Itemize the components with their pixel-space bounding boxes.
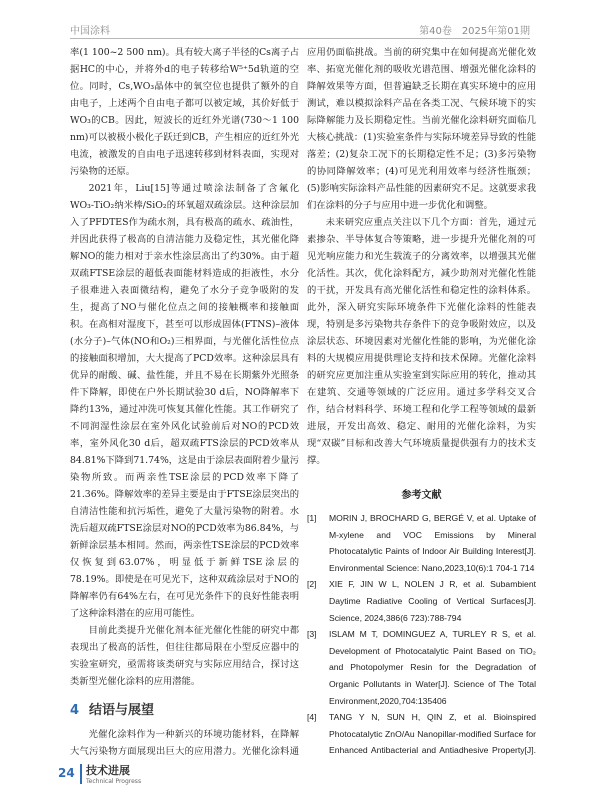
magazine-section: 技术进展: [86, 764, 130, 777]
reference-text: ISLAM M T, DOMINGUEZ A, TURLEY R S, et al. Development of Photocatalytic Paint Based on TiO₂ and Photopolymer Resin for the Degradation of Organic Pollutants in Water[J]. Science of The Total Environment,2020,704:135406: [329, 629, 536, 706]
paragraph: 目前此类提升光催化剂本征光催化性能的研究中都表现出了极高的活性，但往往都局限在小型反应器中的实验室研究，亟需将该类研究与实际应用结合，探讨这类新型光催化涂料的应用潜能。: [70, 625, 299, 687]
reference-text: XIE F, JIN W L, NOLEN J R, et al. Subambient Daytime Radiative Cooling of Vertical Surfaces[J]. Science, 2024,386(6 723):788-794: [329, 579, 536, 623]
page-number: 24: [58, 766, 75, 780]
references-title: 参考文献: [401, 490, 442, 501]
page-footer: [58, 760, 258, 800]
reference-index: [2]: [307, 579, 317, 590]
paragraph: 率(1 100~2 500 nm)。具有较大离子半径的Cs离子占据HC的中心，并将外d的电子转移给W⁵⁺5d轨道的空位。同时，Cs,WO₃晶体中的氧空位也提供了额外的自由电子，上述两个自由电子都可以被定域，其价好低于WO₃的CB。因此，短波长的近红外光谱(730～1 100 nm)可以被极小极化子跃迁到CB，产生相应的近红外光电流，被激发的自由电子迅速转移到材料表面，实现对污染物的还原。: [70, 47, 299, 177]
right-column: [307, 44, 536, 756]
magazine-section-en: Technical Progress: [86, 778, 142, 785]
paragraph: 应用仍面临挑战。当前的研究集中在如何提高光催化效率、拓宽光催化剂的吸收光谱范围、增强光催化涂料的降解效果等方面，但普遍缺乏长期在真实环境中的应用测试，难以模拟涂料产品在各类工况、气候环境下的实际降解能力及长期稳定性。当前光催化涂料研究面临几大核心挑战：(1)实验室条件与实际环境差异导致的性能落差；(2)复杂工况下的长期稳定性不足；(3)多污染物的协同降解效率；(4)可见光利用效率与经济性瓶颈；(5)影响实际涂料产品性能的因素研究不足。这就要求我们在涂料的分子与应用中进一步优化和调整。: [307, 47, 536, 211]
reference-text: TANG Y N, SUN H, QIN Z, et al. Bioinspired Photocatalytic ZnO/Au Nanopillar-modified Surface for Enhanced Antibacterial and Antiadhesive Property[J].: [329, 712, 536, 756]
section-heading: [70, 700, 299, 722]
issue-info: 第40卷 2025年第01期: [419, 26, 530, 37]
header-rule: [70, 38, 530, 39]
reference-item: [307, 626, 536, 709]
reference-index: [4]: [307, 712, 317, 723]
paragraph: 光催化涂料作为一种新兴的环境功能材料，在降解大气污染物方面展现出巨大的应用潜力。光催化涂料通: [70, 729, 299, 756]
reference-item: [307, 576, 536, 626]
section-title: 结语与展望: [89, 703, 155, 718]
footer-divider: [80, 764, 82, 784]
section-number: 4: [70, 703, 80, 718]
paragraph: 2021年，Liu[15]等通过喷涂法制备了含氟化WO₃-TiO₂纳米棒/SiO₂的环氧超双疏涂层。这种涂层加入了PFDTES作为疏水剂，具有极高的疏水、疏油性，并因此获得了极高的自清洁能力及稳定性，其光催化降解NO的能力相对于亲水性涂层高出了约30%。由于超双疏FTSE涂层的超低表面能材料造成的拒液性，水分子很难进入表面微结构，避免了水分子竞争吸附的发生，提高了NO与催化位点之间的接触概率和接触面积。在高相对湿度下，甚至可以形成固体(FTNS)–液体(水分子)–气体(NO和O₂)三相界面，与光催化活性位点的接触面积增加，大大提高了PCD效率。这种涂层具有优异的耐酸、碱、盐性能，并且不易在长期紫外光照条件下降解，即使在户外长期试验30 d后，NO降解率下降约13%，通过冲洗可恢复其催化性能。其工作研究了不同润湿性涂层在室外风化试验前后对NO的PCD效率，室外风化30 d后，超双疏FTS涂层的PCD效率从84.81%下降到71.74%，这是由于涂层表面附着少量污染物所致。而两亲性TSE涂层的PCD效率下降了21.36%。降解效率的差异主要是由于FTSE涂层突出的自清洁性能和抗污垢性，避免了大量污染物的附着。水洗后超双疏FTSE涂层对NO的PCD效率为86.84%，与新鲜涂层基本相同。然而，两亲性TSE涂层的PCD效率仅恢复到63.07%，明显低于新鲜TSE涂层的78.19%。即使是在可见光下，这种双疏涂层对于NO的降解率仍有64%左右，在可见光条件下的良好性能表明了这种涂料潜在的应用可能性。: [70, 183, 299, 619]
page-header: [70, 18, 530, 38]
paragraph: 未来研究应重点关注以下几个方面：首先，通过元素掺杂、半导体复合等策略，进一步提升光催化剂的可见光响应能力和光生载流子的分离效率，以增强其光催化活性。其次，优化涂料配方，减少助剂对光催化性能的干扰，开发具有高光催化活性和稳定性的涂料体系。此外，深入研究实际环境条件下光催化涂料的性能表现，特别是多污染物共存条件下的竞争吸附效应，以及涂层状态、环境因素对光催化性能的影响，为光催化涂料的大规模应用提供理论支持和技术保障。光催化涂料的研究应更加注重从实验室到实际应用的转化，推动其在建筑、交通等领域的广泛应用。通过多学科交叉合作，结合材料科学、环境工程和化学工程等领域的最新进展，开发出高效、稳定、耐用的光催化涂料，为实现“双碳”目标和改善大气环境质量提供强有力的技术支撑。: [307, 217, 536, 466]
left-column: [70, 44, 299, 756]
journal-name: 中国涂料: [70, 26, 110, 37]
reference-text: MORIN J, BROCHARD G, BERGÉ V, et al. Uptake of M-xylene and VOC Emissions by Mineral Photocatalytic Paints of Indoor Air Building Interest[J]. Environmental Science: Nano,2023,10(6):1 704-1 714: [329, 513, 536, 573]
reference-index: [1]: [307, 513, 317, 523]
reference-item: [307, 709, 536, 756]
reference-item: [307, 510, 536, 576]
reference-index: [3]: [307, 629, 317, 640]
